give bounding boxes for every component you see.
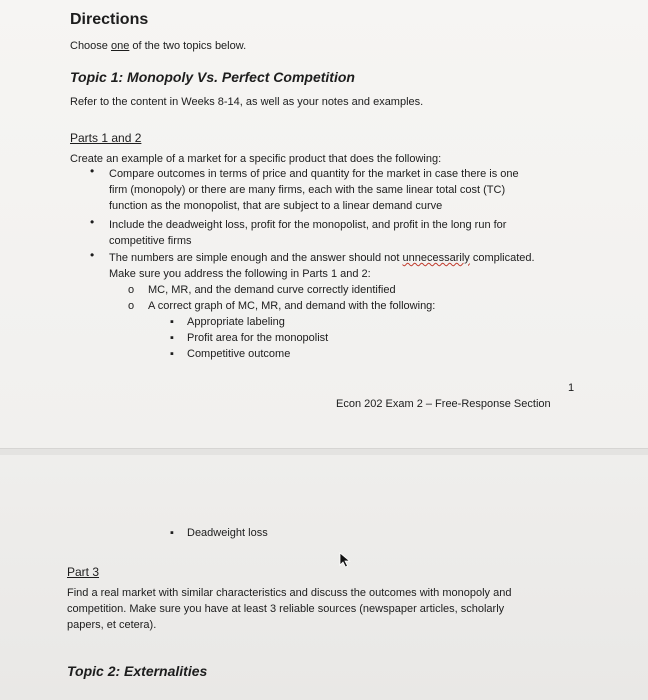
part-3-line-3: papers, et cetera). <box>67 619 157 631</box>
page-number: 1 <box>568 382 575 394</box>
subsub-2: Profit area for the monopolist <box>187 332 329 344</box>
page-break <box>0 448 648 455</box>
parts-1-2-heading: Parts 1 and 2 <box>70 131 142 145</box>
part-3-line-1: Find a real market with similar characteristics and discuss the outcomes with monopoly and <box>67 587 512 599</box>
topic-1-title: Topic 1: Monopoly Vs. Perfect Competition <box>70 69 355 85</box>
choose-one: one <box>110 40 130 52</box>
choose-pre: Choose <box>70 40 111 52</box>
bullet-1-line-2: firm (monopoly) or there are many firms, each with the same linear total cost (TC) <box>109 184 506 196</box>
bullet-3-misspelled: unnecessarily <box>402 252 470 264</box>
bullet-3-line-2: Make sure you address the following in Parts 1 and 2: <box>109 268 371 280</box>
page-2 <box>0 455 648 700</box>
mouse-pointer-icon <box>339 552 351 568</box>
directions-title: Directions <box>70 11 149 28</box>
deadweight-loss: Deadweight loss <box>187 527 268 539</box>
square-bullet-2: ▪ <box>170 332 174 344</box>
subsub-1: Appropriate labeling <box>187 316 285 328</box>
bullet-2-line-2: competitive firms <box>109 235 192 247</box>
topic-1-refer: Refer to the content in Weeks 8-14, as well as your notes and examples. <box>70 96 424 108</box>
sub-bullet-2: A correct graph of MC, MR, and demand with the following: <box>148 300 436 312</box>
bullet-3-line-1 <box>109 250 535 266</box>
square-bullet-4: ▪ <box>170 527 174 539</box>
bullet-3-text-a: The numbers are simple enough and the answer should not <box>109 252 403 264</box>
footer-course: Econ 202 Exam 2 – Free-Response Section <box>336 398 551 410</box>
part-3-heading: Part 3 <box>67 565 100 579</box>
sub-bullet-2-icon: o <box>128 300 135 312</box>
bullet-3-dot: • <box>90 248 95 262</box>
square-bullet-1: ▪ <box>170 316 174 328</box>
sub-bullet-1-icon: o <box>128 284 135 296</box>
directions-instruction <box>70 38 246 54</box>
sub-bullet-1: MC, MR, and the demand curve correctly identified <box>148 284 396 296</box>
square-bullet-3: ▪ <box>170 348 174 360</box>
parts-intro: Create an example of a market for a specific product that does the following: <box>70 153 442 165</box>
bullet-2-dot: • <box>90 215 95 229</box>
choose-post: of the two topics below. <box>129 40 247 52</box>
part-3-line-2: competition. Make sure you have at least 3 reliable sources (newspaper articles, scholarly <box>67 603 505 615</box>
bullet-1-line-3: function as the monopolist, that are subject to a linear demand curve <box>109 200 443 212</box>
subsub-3: Competitive outcome <box>187 348 291 360</box>
bullet-1-line-1: Compare outcomes in terms of price and quantity for the market in case there is one <box>109 168 519 180</box>
topic-2-title: Topic 2: Externalities <box>67 663 208 679</box>
bullet-1-dot: • <box>90 164 95 178</box>
bullet-2-line-1: Include the deadweight loss, profit for the monopolist, and profit in the long run for <box>109 219 507 231</box>
bullet-3-text-b: complicated. <box>469 252 535 264</box>
